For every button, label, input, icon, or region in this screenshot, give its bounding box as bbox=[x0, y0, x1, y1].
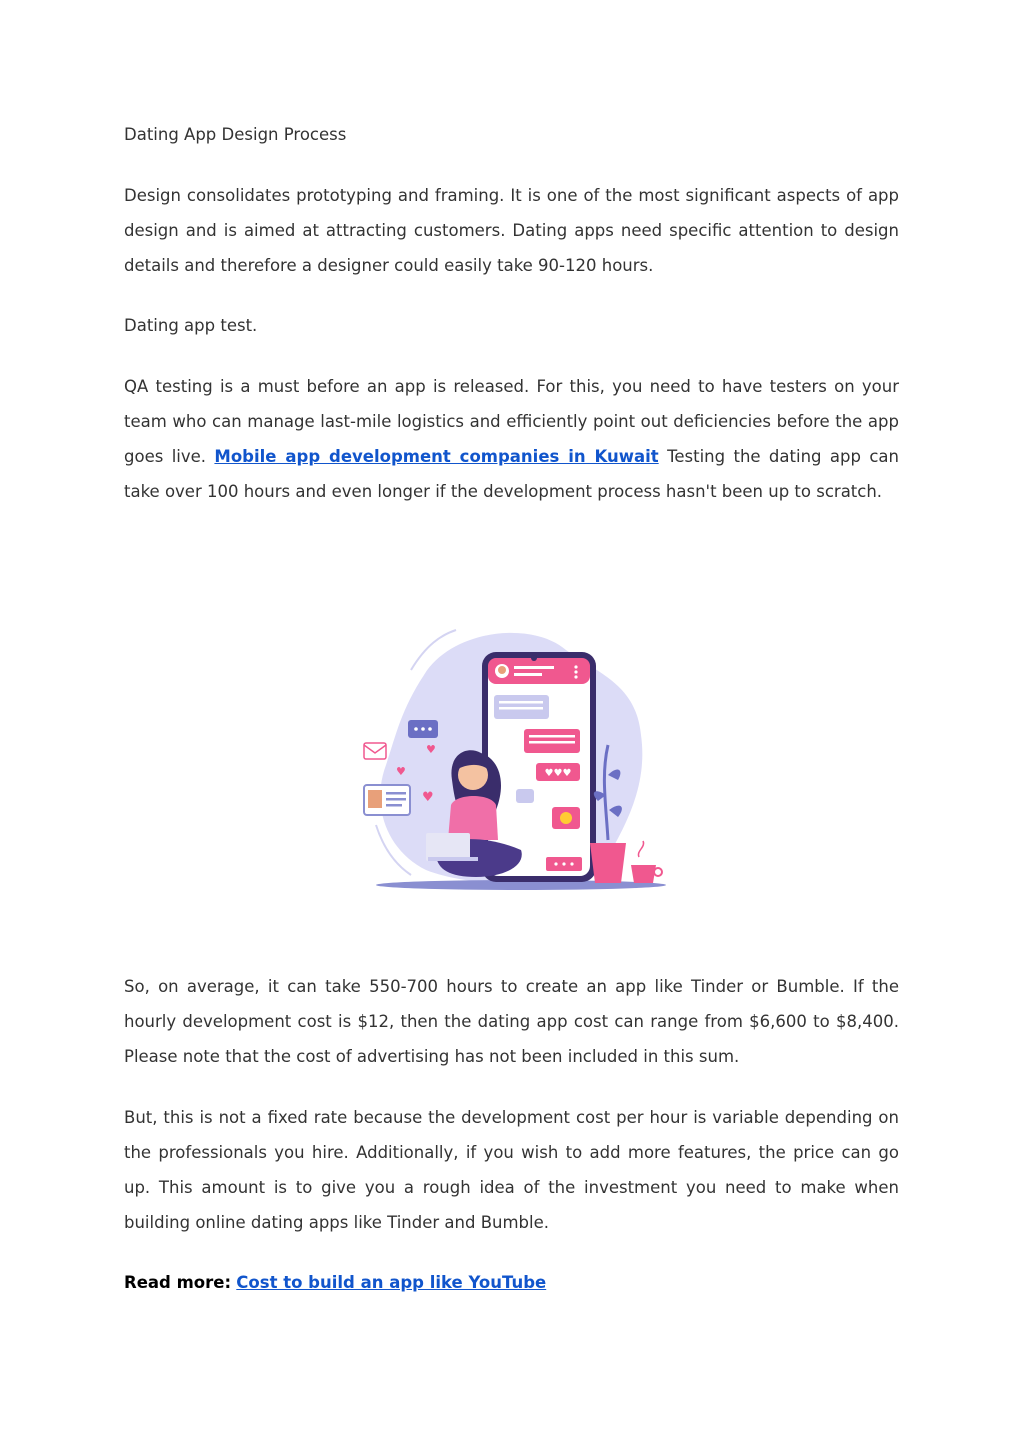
coffee-cup-icon bbox=[631, 841, 662, 883]
link-cost-youtube[interactable]: Cost to build an app like YouTube bbox=[236, 1273, 547, 1292]
heading-design-process: Dating App Design Process bbox=[124, 125, 347, 144]
envelope-icon bbox=[364, 743, 386, 759]
woman-with-laptop-dating-app-phone-illustration bbox=[356, 625, 672, 895]
heart-icon-3: ♥ bbox=[422, 790, 434, 805]
paragraph-qa-testing bbox=[124, 369, 899, 509]
link-mobile-app-companies-kuwait[interactable]: Mobile app development companies in Kuwait bbox=[214, 447, 659, 466]
read-more-line bbox=[124, 1265, 546, 1300]
heading-app-test: Dating app test. bbox=[124, 316, 258, 335]
paragraph-average-cost: So, on average, it can take 550-700 hours to create an app like Tinder or Bumble. If the hourly development cost is $12, then the dating app cost can range from $6,600 to $8,400. Please note that the cost of advertising has not been included in this sum. bbox=[124, 977, 899, 1066]
heart-icon: ♥ bbox=[426, 743, 436, 756]
paragraph-design: Design consolidates prototyping and framing. It is one of the most significant aspects of app design and is aimed at attracting customers. Dating apps need specific attention to design details and therefore a designer could easily take 90-120 hours. bbox=[124, 186, 899, 275]
svg-text:♥♥♥: ♥♥♥ bbox=[544, 768, 572, 779]
chat-dots-icon bbox=[408, 720, 438, 738]
paragraph-fixed-rate: But, this is not a fixed rate because the development cost per hour is variable depending on the professionals you hire. Additionally, if you wish to add more features, the price can go up. This amount is to give you a rough idea of the investment you need to make when building online dating apps like Tinder and Bumble. bbox=[124, 1108, 899, 1232]
paragraph-qa-text-after: Testing the dating app can take over 100 hours and even longer if the development process hasn't been up to scratch. bbox=[124, 447, 899, 501]
read-more-label: Read more: bbox=[124, 1273, 232, 1292]
heart-icon-2: ♥ bbox=[396, 765, 406, 778]
profile-card-icon bbox=[364, 785, 410, 815]
paragraph-qa-text-before: QA testing is a must before an app is released. For this, you need to have testers on your team who can manage last-mile logistics and efficiently point out deficiencies before the app goes live. bbox=[124, 377, 899, 466]
